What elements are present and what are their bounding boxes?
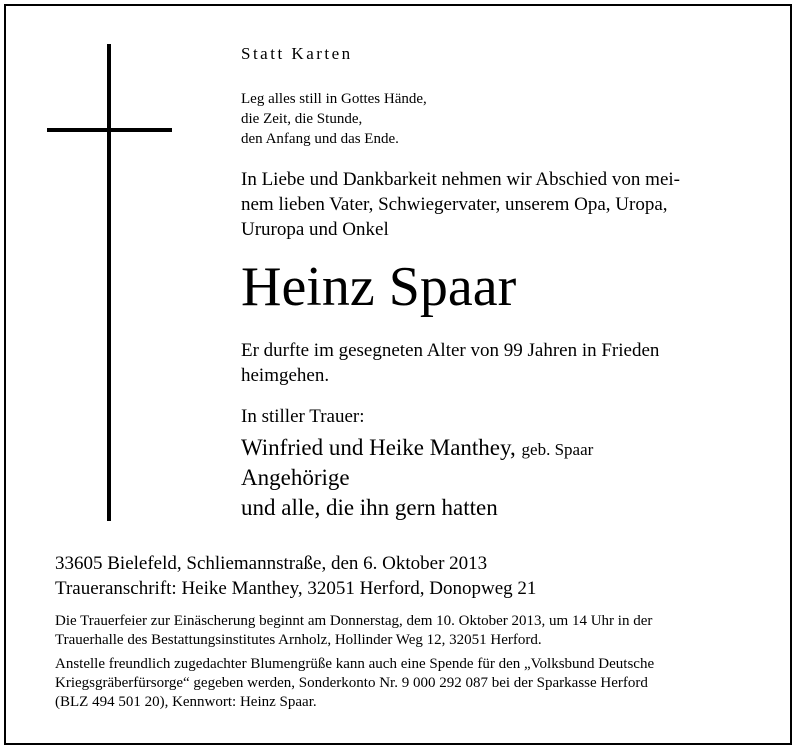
- poem-line: den Anfang und das Ende.: [241, 131, 399, 147]
- statt-karten-heading: Statt Karten: [241, 44, 353, 63]
- ceremony-line: Trauerhalle des Bestattungsinstitutes Arnholz, Hollinder Weg 12, 32051 Herford.: [55, 632, 542, 648]
- mourners-line: und alle, die ihn gern hatten: [241, 495, 498, 520]
- poem-line: Leg alles still in Gottes Hände,: [241, 91, 427, 107]
- intro-line: In Liebe und Dankbarkeit nehmen wir Abschied von mei-: [241, 169, 680, 190]
- mourners-primary-name: Winfried und Heike Manthey,: [241, 435, 516, 460]
- cross-horizontal-bar: [47, 128, 172, 132]
- address-line: 33605 Bielefeld, Schliemannstraße, den 6. Oktober 2013: [55, 553, 488, 574]
- mourning-address-line: Traueranschrift: Heike Manthey, 32051 Herford, Donopweg 21: [55, 578, 537, 599]
- intro-line: Ururopa und Onkel: [241, 219, 389, 240]
- mourners-line: Angehörige: [241, 465, 350, 490]
- intro-line: nem lieben Vater, Schwiegervater, unserem Opa, Uropa,: [241, 194, 668, 215]
- donation-line: (BLZ 494 501 20), Kennwort: Heinz Spaar.: [55, 694, 317, 710]
- donation-line: Kriegsgräberfürsorge“ gegeben werden, Sonderkonto Nr. 9 000 292 087 bei der Sparkasse Herford: [55, 675, 648, 691]
- ceremony-line: Die Trauerfeier zur Einäscherung beginnt am Donnerstag, dem 10. Oktober 2013, um 14 Uhr in der: [55, 613, 653, 629]
- age-line: heimgehen.: [241, 365, 330, 386]
- mourners-primary: [241, 432, 593, 466]
- deceased-name: Heinz Spaar: [241, 256, 517, 318]
- donation-line: Anstelle freundlich zugedachter Blumengrüße kann auch eine Spende für den „Volksbund Deutsche: [55, 656, 655, 672]
- age-line: Er durfte im gesegneten Alter von 99 Jahren in Frieden: [241, 340, 660, 361]
- mourners-heading: In stiller Trauer:: [241, 406, 365, 427]
- mourners-primary-suffix: geb. Spaar: [521, 440, 594, 459]
- cross-vertical-bar: [107, 44, 111, 521]
- poem-line: die Zeit, die Stunde,: [241, 111, 363, 127]
